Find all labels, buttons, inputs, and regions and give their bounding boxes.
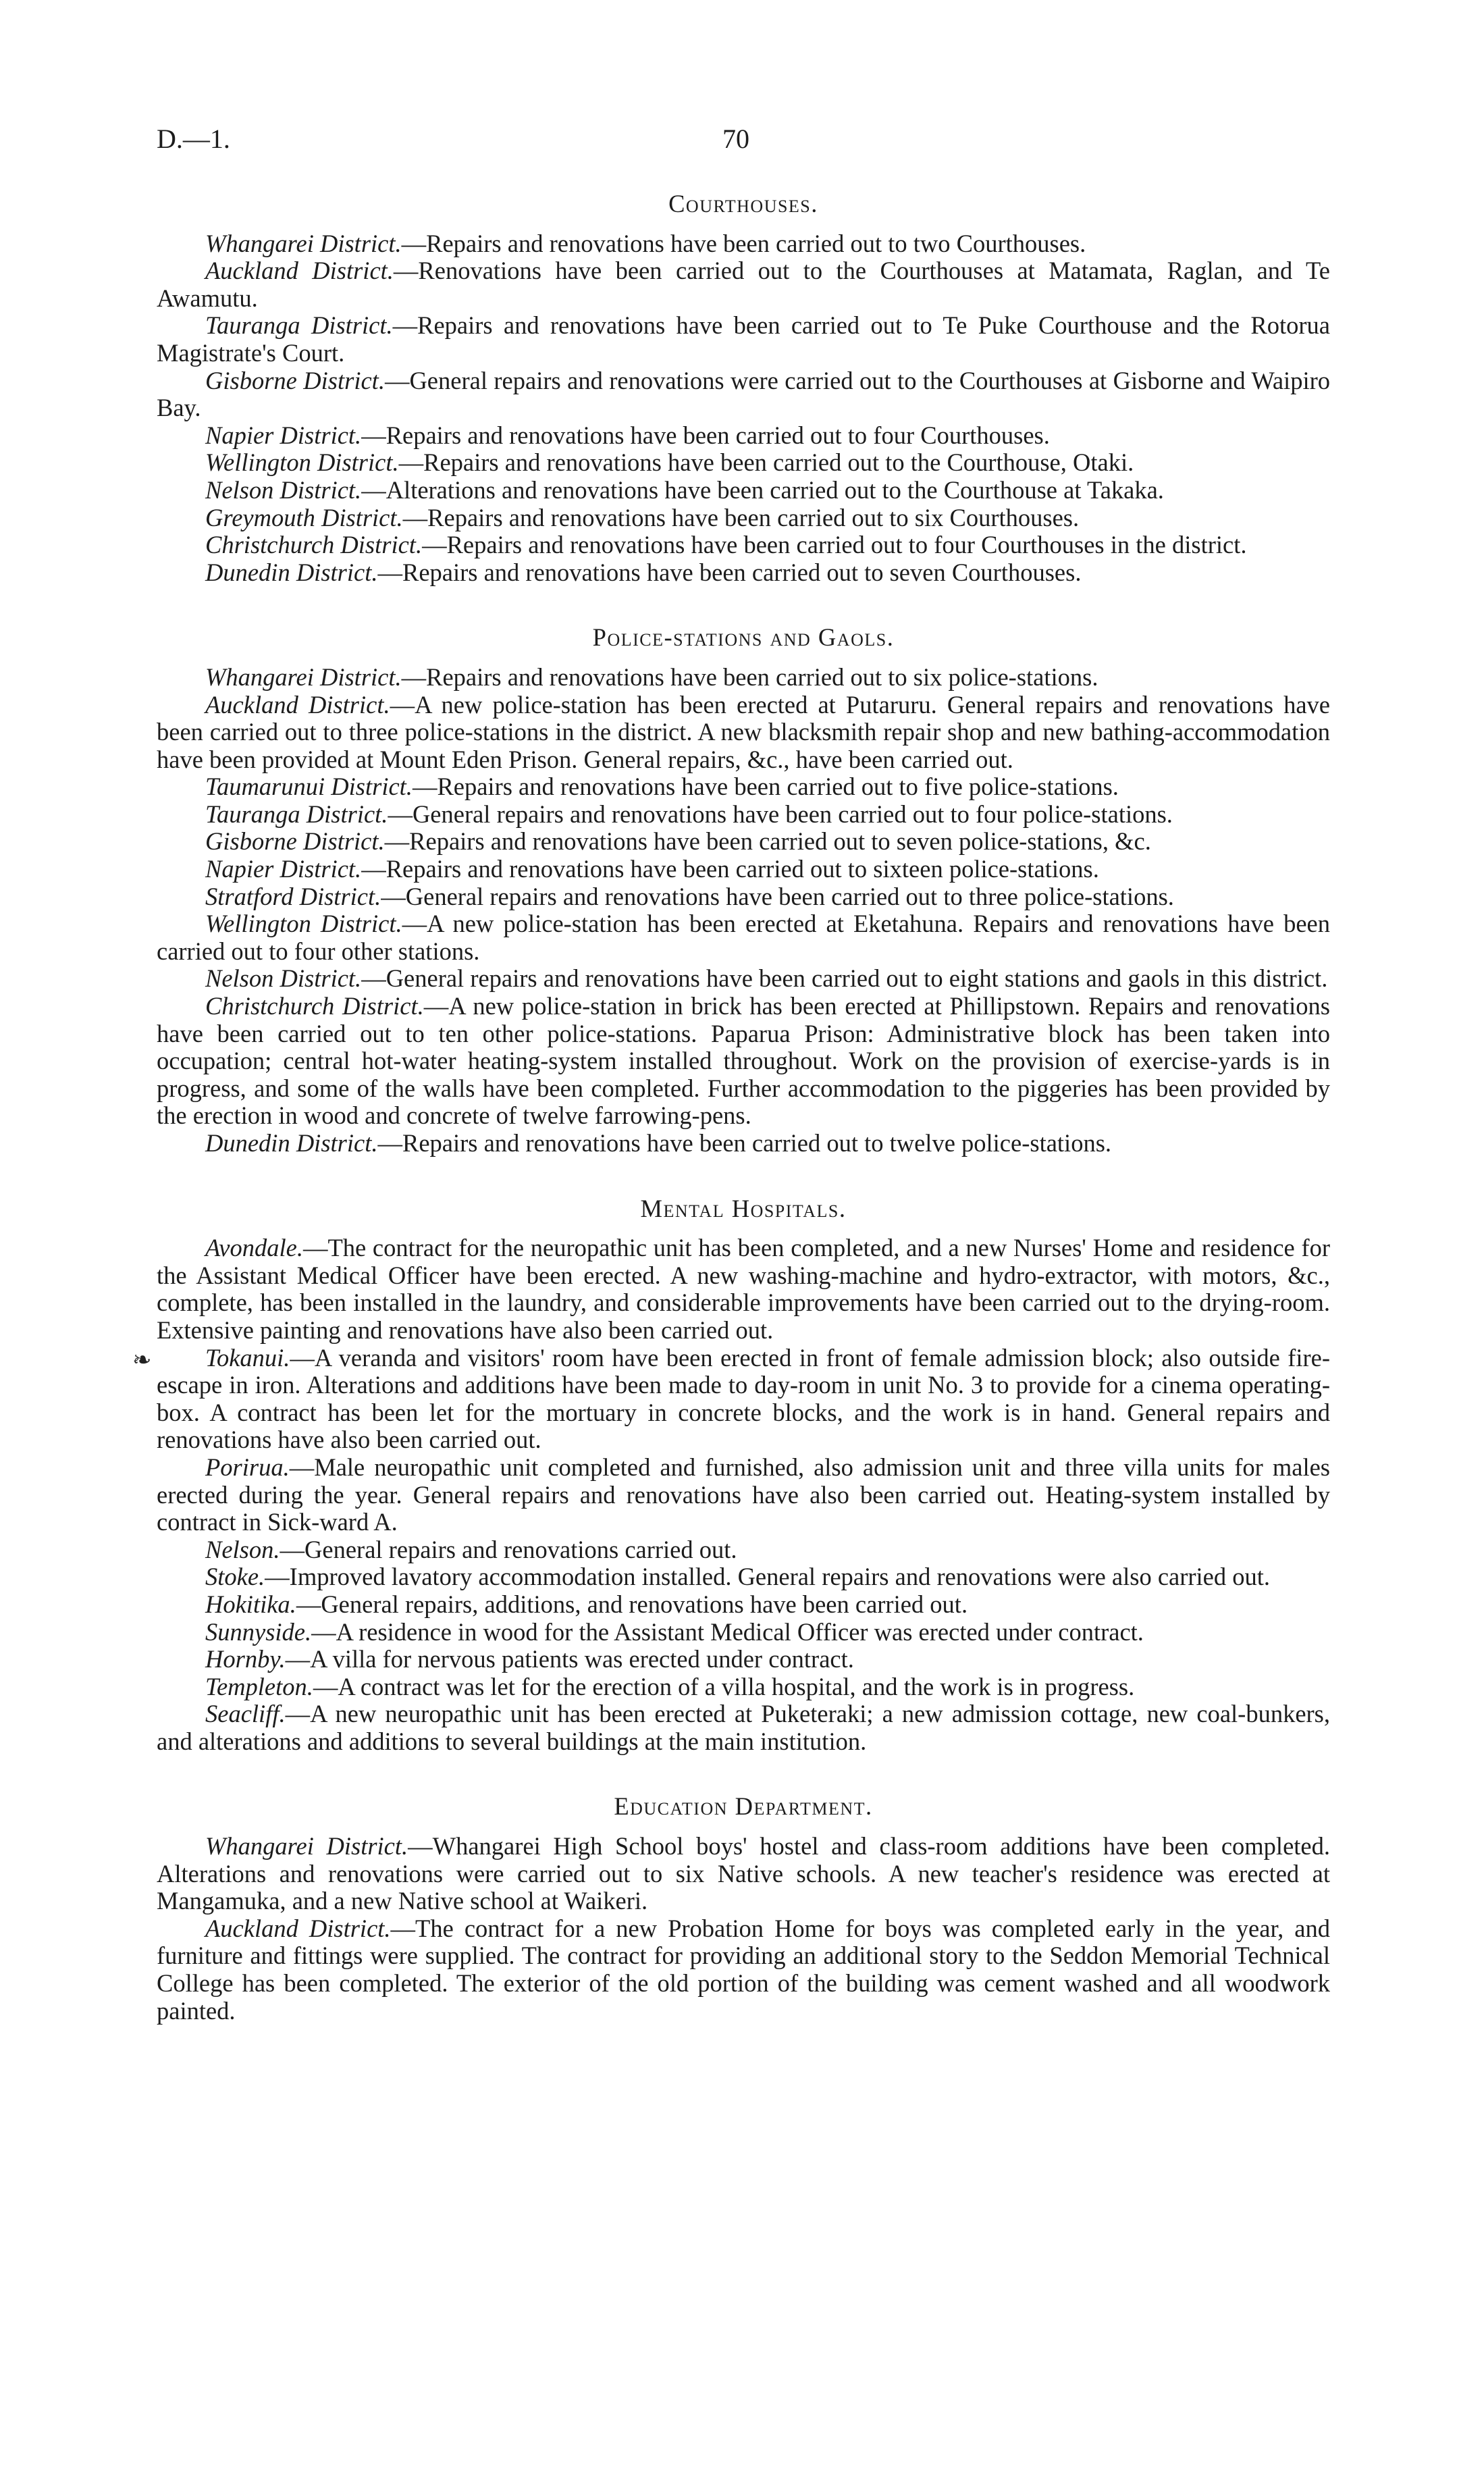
- paragraph: [157, 230, 1330, 258]
- paragraph: [157, 692, 1330, 774]
- paragraph: [157, 993, 1330, 1130]
- paragraph-text: —General repairs and renovations were carried out to the Courthouses at Gisborne and Waipiro Bay.: [157, 366, 1330, 422]
- paragraph-text: —A new police-station has been erected at Putaruru. General repairs and renovations have been carried out to three police-stations in the district. A new blacksmith repair shop and new bathing-accommodation have been provided at Mount Eden Prison. General repairs, &c., have been carried out.: [157, 690, 1330, 773]
- paragraph-lead: Napier District.: [205, 855, 362, 883]
- paragraph: [157, 367, 1330, 422]
- paragraph-text: —Repairs and renovations have been carried out to Te Puke Courthouse and the Rotorua Magistrate's Court.: [157, 311, 1331, 367]
- paragraph-text: —A residence in wood for the Assistant Medical Officer was erected under contract.: [311, 1617, 1144, 1646]
- paragraph: [157, 664, 1330, 692]
- paragraph-lead: Tauranga District.: [205, 800, 388, 828]
- paragraph-text: —Renovations have been carried out to the Courthouses at Matamata, Raglan, and Te Awamutu.: [157, 257, 1331, 312]
- paragraph-lead: Whangarei District.: [205, 1832, 408, 1860]
- paragraph-text: —General repairs and renovations have been carried out to three police-stations.: [381, 882, 1174, 910]
- paragraph-lead: Nelson.: [205, 1535, 280, 1563]
- paragraph-lead: Auckland District.: [205, 690, 390, 719]
- paragraph-text: —A villa for nervous patients was erected under contract.: [285, 1645, 854, 1673]
- paragraph: [157, 1591, 1330, 1619]
- paragraph-lead: Stratford District.: [205, 882, 381, 910]
- paragraph: [157, 1234, 1330, 1344]
- paragraph: [157, 531, 1330, 559]
- paragraph: [157, 257, 1330, 312]
- paragraph-lead: Porirua.: [205, 1453, 290, 1481]
- paragraph-lead: Seacliff.: [205, 1700, 286, 1728]
- paragraph: [157, 312, 1330, 367]
- page-number: 70: [722, 124, 749, 154]
- paragraph-lead: Wellington District.: [205, 448, 399, 477]
- paragraph-text: —General repairs and renovations have been carried out to four police-stations.: [388, 800, 1173, 828]
- paragraph: [157, 449, 1330, 477]
- paragraph-text: —A veranda and visitors' room have been erected in front of female admission block; also outside fire-escape in iron. Alterations and additions have been made to day-room in unit No. 3 to provide for a cinema operating-box. A contract has been let for the mortuary in concrete blocks, and the work is in hand. General repairs and renovations have also been carried out.: [157, 1343, 1330, 1454]
- paragraph: [157, 1563, 1330, 1591]
- paragraph-lead: Dunedin District.: [205, 558, 378, 586]
- margin-mark-icon: ❧: [132, 1348, 152, 1373]
- paragraph-lead: Hokitika.: [205, 1590, 296, 1618]
- paragraph: [157, 1619, 1330, 1646]
- paragraph: [157, 883, 1330, 911]
- paragraph: [157, 1536, 1330, 1564]
- section-heading: Courthouses.: [668, 190, 818, 217]
- section-heading: Mental Hospitals.: [640, 1194, 847, 1222]
- paragraph: [157, 477, 1330, 504]
- paragraph-text: —A contract was let for the erection of a villa hospital, and the work is in progress.: [313, 1672, 1135, 1700]
- paragraph: [157, 504, 1330, 532]
- paragraph-lead: Auckland District.: [205, 257, 394, 285]
- paragraph: [157, 422, 1330, 450]
- paragraph-text: —A new police-station in brick has been erected at Phillipstown. Repairs and renovations have been carried out to ten other police-stations. Paparua Prison: Administrative block has been taken into occupation; central hot-water heating-system installed throughout. Work on the provision of exercise-yards is in progress, and some of the walls have been completed. Further accommodation to the piggeries has been provided by the erection in wood and concrete of twelve farrowing-pens.: [157, 992, 1330, 1130]
- paragraph: [157, 856, 1330, 883]
- paragraph-text: —Repairs and renovations have been carried out to four Courthouses in the district.: [422, 531, 1247, 559]
- paragraph-lead: Auckland District.: [205, 1914, 391, 1942]
- paragraph: [157, 1454, 1330, 1536]
- section: [157, 1195, 1330, 1756]
- paragraph-text: —Alterations and renovations have been carried out to the Courthouse at Takaka.: [361, 475, 1164, 504]
- paragraph-text: —General repairs and renovations carried out.: [280, 1535, 737, 1563]
- section-heading: Education Department.: [614, 1792, 873, 1821]
- paragraph-text: —Repairs and renovations have been carried out to twelve police-stations.: [377, 1129, 1112, 1157]
- paragraph-text: —Repairs and renovations have been carried out to two Courthouses.: [401, 229, 1086, 257]
- paragraph-text: —Repairs and renovations have been carried out to five police-stations.: [412, 773, 1119, 801]
- paragraph-lead: Greymouth District.: [205, 503, 403, 531]
- paragraph-lead: Hornby.: [205, 1645, 286, 1673]
- paragraph-text: —Repairs and renovations have been carried out to six police-stations.: [401, 662, 1098, 691]
- paragraph: [157, 1700, 1330, 1755]
- paragraph-lead: Tauranga District.: [205, 311, 393, 340]
- paragraph-text: —A new police-station has been erected at Eketahuna. Repairs and renovations have been carried out to four other stations.: [157, 910, 1330, 965]
- paragraph: [157, 965, 1330, 993]
- paragraph-text: —Repairs and renovations have been carried out to four Courthouses.: [361, 421, 1050, 449]
- running-header: [0, 123, 1484, 163]
- paragraph: [157, 828, 1330, 856]
- paragraph-text: —The contract for a new Probation Home for boys was completed early in the year, and furniture and fittings were supplied. The contract for providing an additional story to the Seddon Memorial Technical College has been completed. The exterior of the old portion of the building was cement washed and all woodwork painted.: [157, 1914, 1331, 2025]
- paragraph: [157, 910, 1330, 965]
- paragraph-lead: Templeton.: [205, 1672, 313, 1700]
- paragraph-text: —Repairs and renovations have been carried out to the Courthouse, Otaki.: [398, 448, 1134, 477]
- section: [157, 190, 1330, 586]
- paragraph: [157, 559, 1330, 587]
- paragraph-text: —A new neuropathic unit has been erected at Puketeraki; a new admission cottage, new coal-bunkers, and alterations and additions to several buildings at the main institution.: [157, 1700, 1330, 1755]
- paragraph-lead: Gisborne District.: [205, 366, 385, 394]
- paragraph-lead: Sunnyside.: [205, 1617, 312, 1646]
- document-reference: D.—1.: [157, 124, 230, 154]
- paragraph: [157, 1833, 1330, 1915]
- paragraph: [157, 1915, 1330, 2025]
- paragraph-text: —General repairs, additions, and renovations have been carried out.: [296, 1590, 968, 1618]
- paragraph-lead: Gisborne District.: [205, 827, 385, 856]
- paragraph-lead: Stoke.: [205, 1563, 265, 1591]
- paragraph-lead: Tokanui.: [205, 1343, 290, 1372]
- paragraph-lead: Nelson District.: [205, 964, 362, 993]
- paragraph-lead: Nelson District.: [205, 475, 362, 504]
- paragraph: [157, 1673, 1330, 1701]
- paragraph-lead: Taumarunui District.: [205, 773, 413, 801]
- paragraph-lead: Dunedin District.: [205, 1129, 378, 1157]
- section: [157, 1793, 1330, 2025]
- paragraph: [157, 1345, 1330, 1454]
- paragraph-text: —Repairs and renovations have been carried out to six Courthouses.: [402, 503, 1080, 531]
- paragraph-lead: Wellington District.: [205, 910, 402, 938]
- paragraph-lead: Christchurch District.: [205, 531, 423, 559]
- paragraph-text: —Repairs and renovations have been carried out to sixteen police-stations.: [361, 855, 1099, 883]
- paragraph-text: —Whangarei High School boys' hostel and class-room additions have been completed. Alterations and renovations were carried out to six Native schools. A new teacher's residence was erected at Mangamuka, and a new Native school at Waikeri.: [157, 1832, 1330, 1915]
- section-heading: Police-stations and Gaols.: [592, 623, 895, 652]
- paragraph-text: —Male neuropathic unit completed and furnished, also admission unit and three villa units for males erected during the year. General repairs and renovations have also been carried out. Heating-system installed by contract in Sick-ward A.: [157, 1453, 1330, 1536]
- paragraph-lead: Napier District.: [205, 421, 362, 449]
- paragraph-lead: Avondale.: [205, 1234, 303, 1262]
- page-body: [157, 190, 1330, 2062]
- paragraph: [157, 1130, 1330, 1157]
- paragraph-lead: Christchurch District.: [205, 992, 424, 1020]
- paragraph-text: —Repairs and renovations have been carried out to seven police-stations, &c.: [384, 827, 1151, 856]
- paragraph-text: —Improved lavatory accommodation installed. General repairs and renovations were also carried out.: [265, 1563, 1271, 1591]
- paragraph-lead: Whangarei District.: [205, 662, 402, 691]
- paragraph: [157, 773, 1330, 801]
- paragraph-lead: Whangarei District.: [205, 229, 402, 257]
- paragraph-text: —General repairs and renovations have been carried out to eight stations and gaols in this district.: [361, 964, 1328, 993]
- paragraph-text: —The contract for the neuropathic unit has been completed, and a new Nurses' Home and residence for the Assistant Medical Officer have been erected. A new washing-machine and hydro-extractor, with motors, &c., complete, has been installed in the laundry, and considerable improvements have been carried out to the drying-room. Extensive painting and renovations have also been carried out.: [157, 1234, 1330, 1344]
- section: [157, 624, 1330, 1157]
- paragraph-text: —Repairs and renovations have been carried out to seven Courthouses.: [377, 558, 1082, 586]
- paragraph: [157, 801, 1330, 829]
- paragraph: [157, 1646, 1330, 1673]
